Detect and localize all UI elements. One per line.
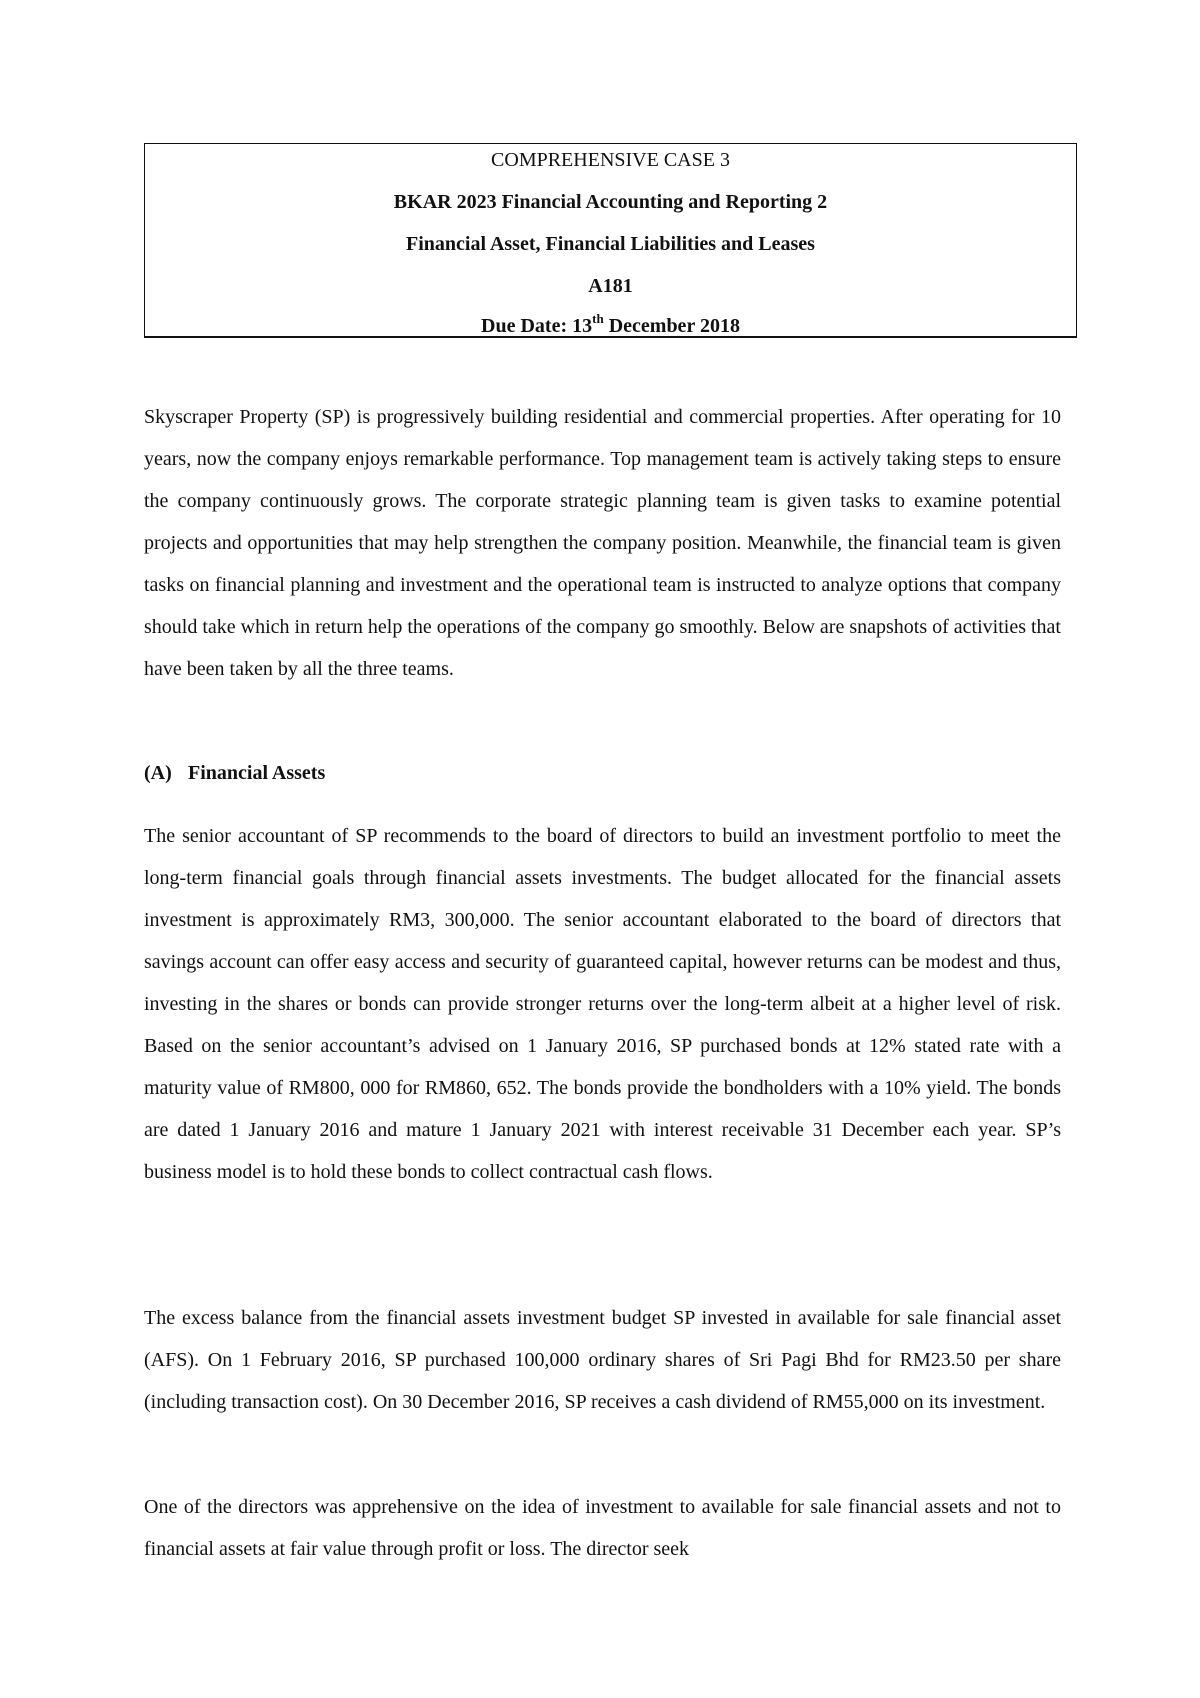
- section-a-title: Financial Assets: [188, 762, 326, 784]
- course-title: BKAR 2023 Financial Accounting and Reporting 2: [393, 191, 828, 213]
- section-a-paragraph-1: The senior accountant of SP recommends to the board of directors to build an investment portfolio to meet the long-term financial goals through financial assets investments. The budget allocated for the financial assets investment is approximately RM3, 300,000. The senior accountant elaborated to the board of directors that savings account can offer easy access and security of guaranteed capital, however returns can be modest and thus, investing in the shares or bonds can provide stronger returns over the long-term albeit at a higher level of risk. Based on the senior accountant’s advised on 1 January 2016, SP purchased bonds at 12% stated rate with a maturity value of RM800, 000 for RM860, 652. The bonds provide the bondholders with a 10% yield. The bonds are dated 1 January 2016 and mature 1 January 2021 with interest receivable 31 December each year. SP’s business model is to hold these bonds to collect contractual cash flows.: [144, 825, 1061, 1183]
- intro-paragraph: Skyscraper Property (SP) is progressively building residential and commercial properties. After operating for 10 years, now the company enjoys remarkable performance. Top management team is actively taking steps to ensure the company continuously grows. The corporate strategic planning team is given tasks to examine potential projects and opportunities that may help strengthen the company position. Meanwhile, the financial team is given tasks on financial planning and investment and the operational team is instructed to analyze options that company should take which in return help the operations of the company go smoothly. Below are snapshots of activities that have been taken by all the three teams.: [144, 406, 1061, 680]
- semester-code: A181: [588, 275, 633, 297]
- section-a-label: (A): [144, 762, 172, 784]
- due-date-ordinal: th: [592, 311, 604, 327]
- section-a-heading: [144, 752, 325, 794]
- due-date-suffix: December 2018: [603, 315, 740, 337]
- section-a-paragraph-2: The excess balance from the financial assets investment budget SP invested in available for sale financial asset (AFS). On 1 February 2016, SP purchased 100,000 ordinary shares of Sri Pagi Bhd for RM23.50 per share (including transaction cost). On 30 December 2016, SP receives a cash dividend of RM55,000 on its investment.: [144, 1307, 1061, 1413]
- case-number-heading: COMPREHENSIVE CASE 3: [491, 149, 730, 171]
- case-title-box: [144, 143, 1077, 338]
- due-date: [145, 311, 1076, 338]
- case-topic: Financial Asset, Financial Liabilities and Leases: [406, 233, 815, 255]
- due-date-prefix: Due Date: 13: [481, 315, 593, 337]
- section-a-paragraph-3: One of the directors was apprehensive on the idea of investment to available for sale financial assets and not to financial assets at fair value through profit or loss. The director seek: [144, 1496, 1061, 1560]
